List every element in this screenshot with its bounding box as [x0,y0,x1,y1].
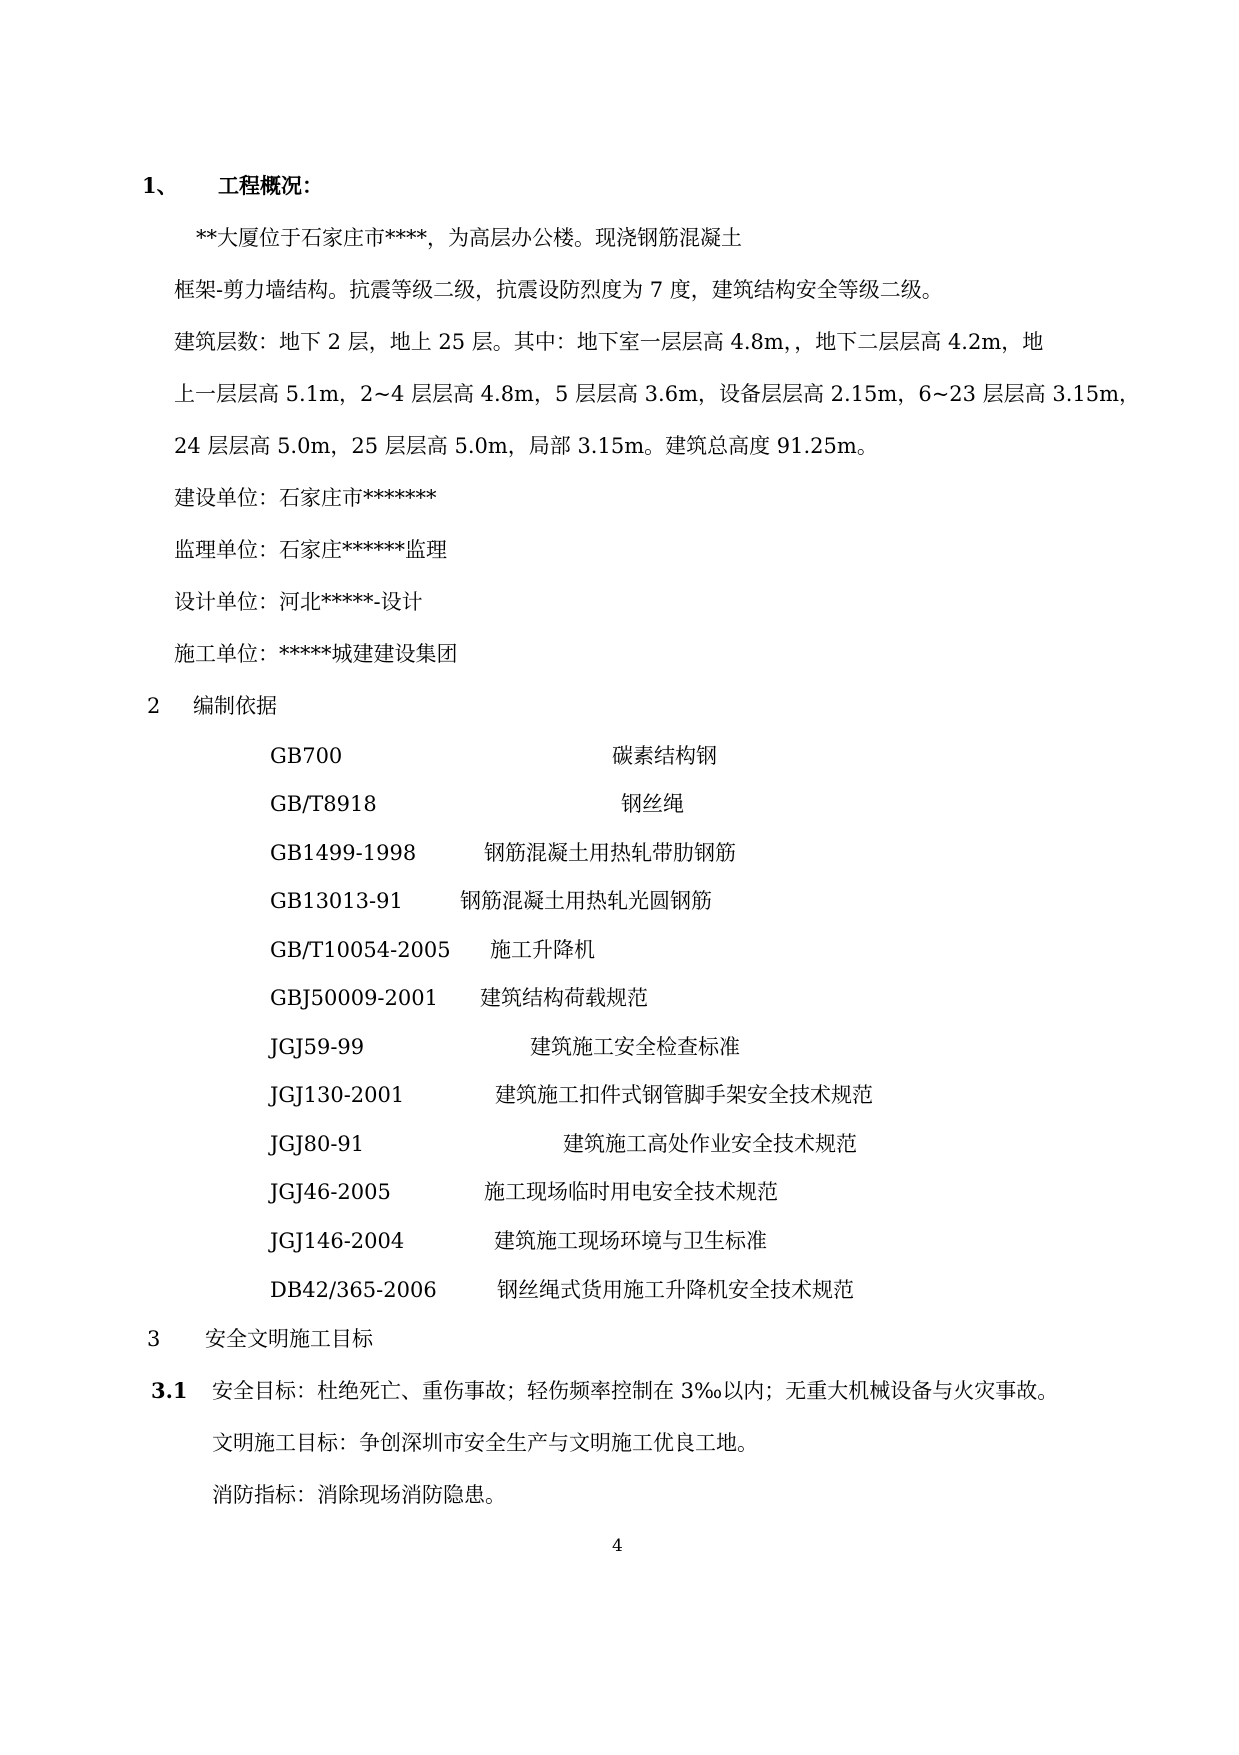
standard-name: 碳素结构钢 [612,744,717,768]
standard-name: 建筑施工扣件式钢管脚手架安全技术规范 [495,1083,873,1107]
section-3-number: 3 [147,1327,161,1351]
overview-line: 24 层层高 5.0m，25 层层高 5.0m，局部 3.15m。建筑总高度 91.25m。 [174,434,878,458]
standard-code: JGJ46-2005 [270,1180,391,1204]
unit-line: 设计单位：河北*****-设计 [174,590,423,614]
unit-line: 监理单位：石家庄******监理 [174,538,447,562]
standard-code: JGJ59-99 [270,1035,365,1059]
standard-name: 钢筋混凝土用热轧光圆钢筋 [460,889,712,913]
page-number: 4 [612,1536,623,1556]
standard-code: JGJ80-91 [270,1132,365,1156]
standard-name: 钢丝绳式货用施工升降机安全技术规范 [497,1278,854,1302]
standard-code: GB700 [270,744,343,768]
overview-line: 上一层层高 5.1m，2~4 层层高 4.8m，5 层层高 3.6m，设备层层高 2.15m，6~23 层层高 3.15m， [174,382,1141,406]
overview-line: 建筑层数：地下 2 层，地上 25 层。其中：地下室一层层高 4.8m，，地下二层层高 4.2m，地 [174,330,1044,354]
standard-code: DB42/365-2006 [270,1278,437,1302]
subsection-number: 3.1 [151,1378,188,1403]
goal-line: 安全目标：杜绝死亡、重伤事故；轻伤频率控制在 3‰以内；无重大机械设备与火灾事故。 [212,1379,1059,1403]
standard-name: 建筑施工现场环境与卫生标准 [494,1229,767,1253]
standard-name: 建筑施工安全检查标准 [530,1035,740,1059]
standard-name: 钢丝绳 [621,792,684,816]
standard-code: GB1499-1998 [270,841,417,865]
standard-code: GB13013-91 [270,889,403,913]
unit-line: 建设单位：石家庄市******* [174,486,437,510]
section-1-number: 1、 [142,173,178,198]
overview-line: 框架-剪力墙结构。抗震等级二级，抗震设防烈度为 7 度，建筑结构安全等级二级。 [174,278,943,302]
goal-line: 消防指标：消除现场消防隐患。 [212,1483,506,1507]
standard-name: 施工现场临时用电安全技术规范 [484,1180,778,1204]
standard-code: GB/T10054-2005 [270,938,451,962]
standard-code: GB/T8918 [270,792,377,816]
goal-line: 文明施工目标：争创深圳市安全生产与文明施工优良工地。 [212,1431,758,1455]
standard-code: JGJ130-2001 [270,1083,405,1107]
unit-line: 施工单位：*****城建建设集团 [174,642,458,666]
standard-name: 建筑施工高处作业安全技术规范 [563,1132,857,1156]
section-2-number: 2 [147,694,161,718]
standard-name: 建筑结构荷载规范 [480,986,648,1010]
standard-code: JGJ146-2004 [270,1229,405,1253]
standard-code: GBJ50009-2001 [270,986,438,1010]
section-2-title: 编制依据 [193,694,277,718]
standard-name: 施工升降机 [490,938,595,962]
section-1-title: 工程概况： [218,173,323,198]
standard-name: 钢筋混凝土用热轧带肋钢筋 [484,841,736,865]
section-3-title: 安全文明施工目标 [205,1327,373,1351]
overview-line: **大厦位于石家庄市****，为高层办公楼。现浇钢筋混凝土 [196,226,742,250]
